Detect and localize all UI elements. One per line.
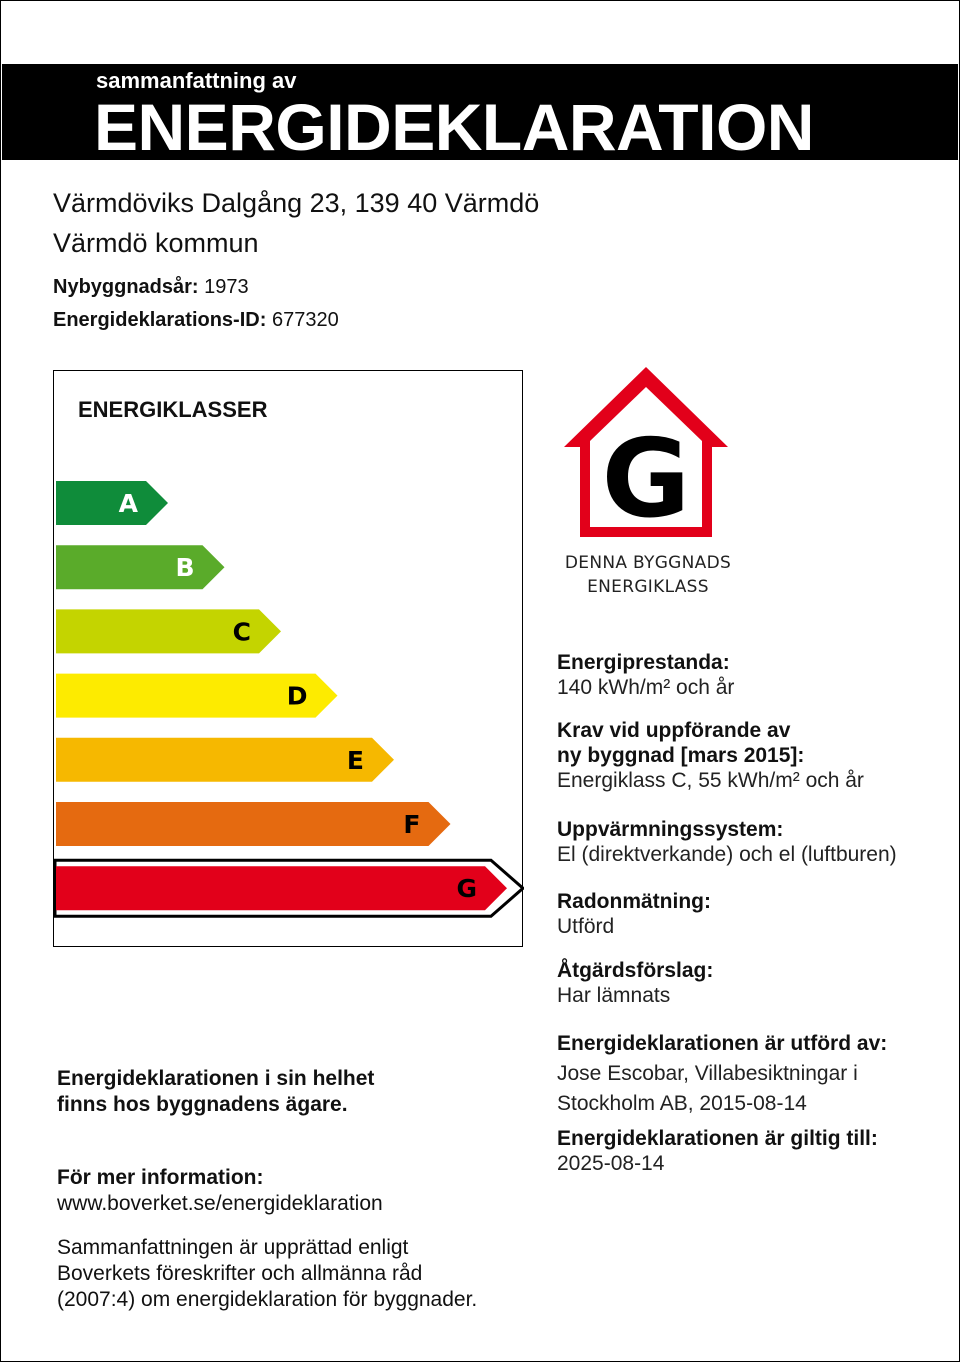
energy-performance — [557, 650, 734, 700]
header-subtitle: sammanfattning av — [96, 68, 297, 93]
owner-note — [57, 1066, 374, 1118]
heating-system-value: El (direktverkande) och el (luftburen) — [557, 843, 897, 866]
construction-year — [53, 276, 249, 299]
construction-year-label: Nybyggnadsår: — [53, 276, 199, 298]
measures-value: Har lämnats — [557, 984, 671, 1007]
declaration-id-value: 677320 — [271, 309, 339, 331]
energy-class-d-label: D — [286, 681, 308, 711]
performed-by-label: Energideklarationen är utförd av: — [557, 1032, 888, 1055]
regulation-footer — [57, 1235, 477, 1313]
energy-class-e-bar — [56, 738, 394, 782]
header-banner — [2, 64, 958, 164]
energy-scale-chart — [54, 371, 524, 948]
address-line-2: Värmdö kommun — [53, 228, 259, 258]
house-caption-line-2: ENERGIKLASS — [587, 577, 709, 597]
house-caption-line-1: DENNA BYGGNADS — [564, 553, 732, 573]
energy-scale-box — [53, 370, 523, 947]
energy-scale-title: ENERGIKLASSER — [78, 397, 268, 422]
radon-label: Radonmätning: — [557, 890, 711, 913]
performed-by-value-1: Jose Escobar, Villabesiktningar i — [557, 1062, 858, 1085]
energy-class-f-label: F — [403, 810, 421, 839]
energy-class-f-bar — [56, 802, 451, 846]
energy-performance-value: 140 kWh/m² och år — [557, 676, 735, 699]
energy-class-g-label: G — [456, 874, 477, 904]
energy-class-e-label: E — [346, 745, 364, 775]
requirement-label-1: Krav vid uppförande av — [557, 719, 791, 742]
energy-class-b-label: B — [175, 553, 195, 583]
house-class-letter: G — [601, 417, 691, 542]
header-title: ENERGIDEKLARATION — [94, 90, 814, 164]
energy-performance-label: Energiprestanda: — [557, 651, 730, 674]
radon-value: Utförd — [557, 915, 615, 938]
requirement-value: Energiklass C, 55 kWh/m² och år — [557, 769, 864, 792]
more-info-label: För mer information: — [57, 1166, 264, 1189]
valid-until-label: Energideklarationen är giltig till: — [557, 1127, 878, 1150]
construction-year-value: 1973 — [204, 276, 249, 298]
valid-until-value: 2025-08-14 — [557, 1152, 665, 1175]
regulation-footer-line-2: Boverkets föreskrifter och allmänna råd — [57, 1262, 423, 1285]
energy-class-c-label: C — [232, 617, 251, 647]
more-info-link[interactable]: www.boverket.se/energideklaration — [57, 1192, 383, 1215]
heating-system-label: Uppvärmningssystem: — [557, 818, 784, 841]
measures-proposal — [557, 958, 713, 1008]
performed-by-value-2: Stockholm AB, 2015-08-14 — [557, 1092, 807, 1115]
valid-until — [557, 1126, 878, 1176]
regulation-footer-line-3: (2007:4) om energideklaration för byggnader. — [57, 1288, 478, 1311]
heating-system — [557, 817, 897, 867]
measures-label: Åtgärdsförslag: — [557, 959, 714, 982]
new-building-requirement — [557, 718, 864, 793]
regulation-footer-line-1: Sammanfattningen är upprättad enligt — [57, 1236, 409, 1259]
performed-by — [557, 1029, 887, 1119]
requirement-label-2: ny byggnad [mars 2015]: — [557, 744, 805, 767]
declaration-id — [53, 309, 339, 332]
declaration-id-label: Energideklarations-ID: — [53, 309, 267, 331]
more-info — [57, 1165, 383, 1217]
energy-class-b-bar — [56, 545, 225, 589]
house-icon — [560, 365, 732, 545]
owner-note-line-2: finns hos byggnadens ägare. — [57, 1093, 348, 1116]
radon-measurement — [557, 889, 711, 939]
owner-note-line-1: Energideklarationen i sin helhet — [57, 1067, 375, 1090]
energy-class-a-bar — [56, 481, 168, 525]
energy-class-g-bar — [56, 866, 507, 910]
house-caption — [558, 551, 738, 599]
energy-class-a-label: A — [118, 489, 138, 518]
address-line-1: Värmdöviks Dalgång 23, 139 40 Värmdö — [53, 188, 540, 218]
